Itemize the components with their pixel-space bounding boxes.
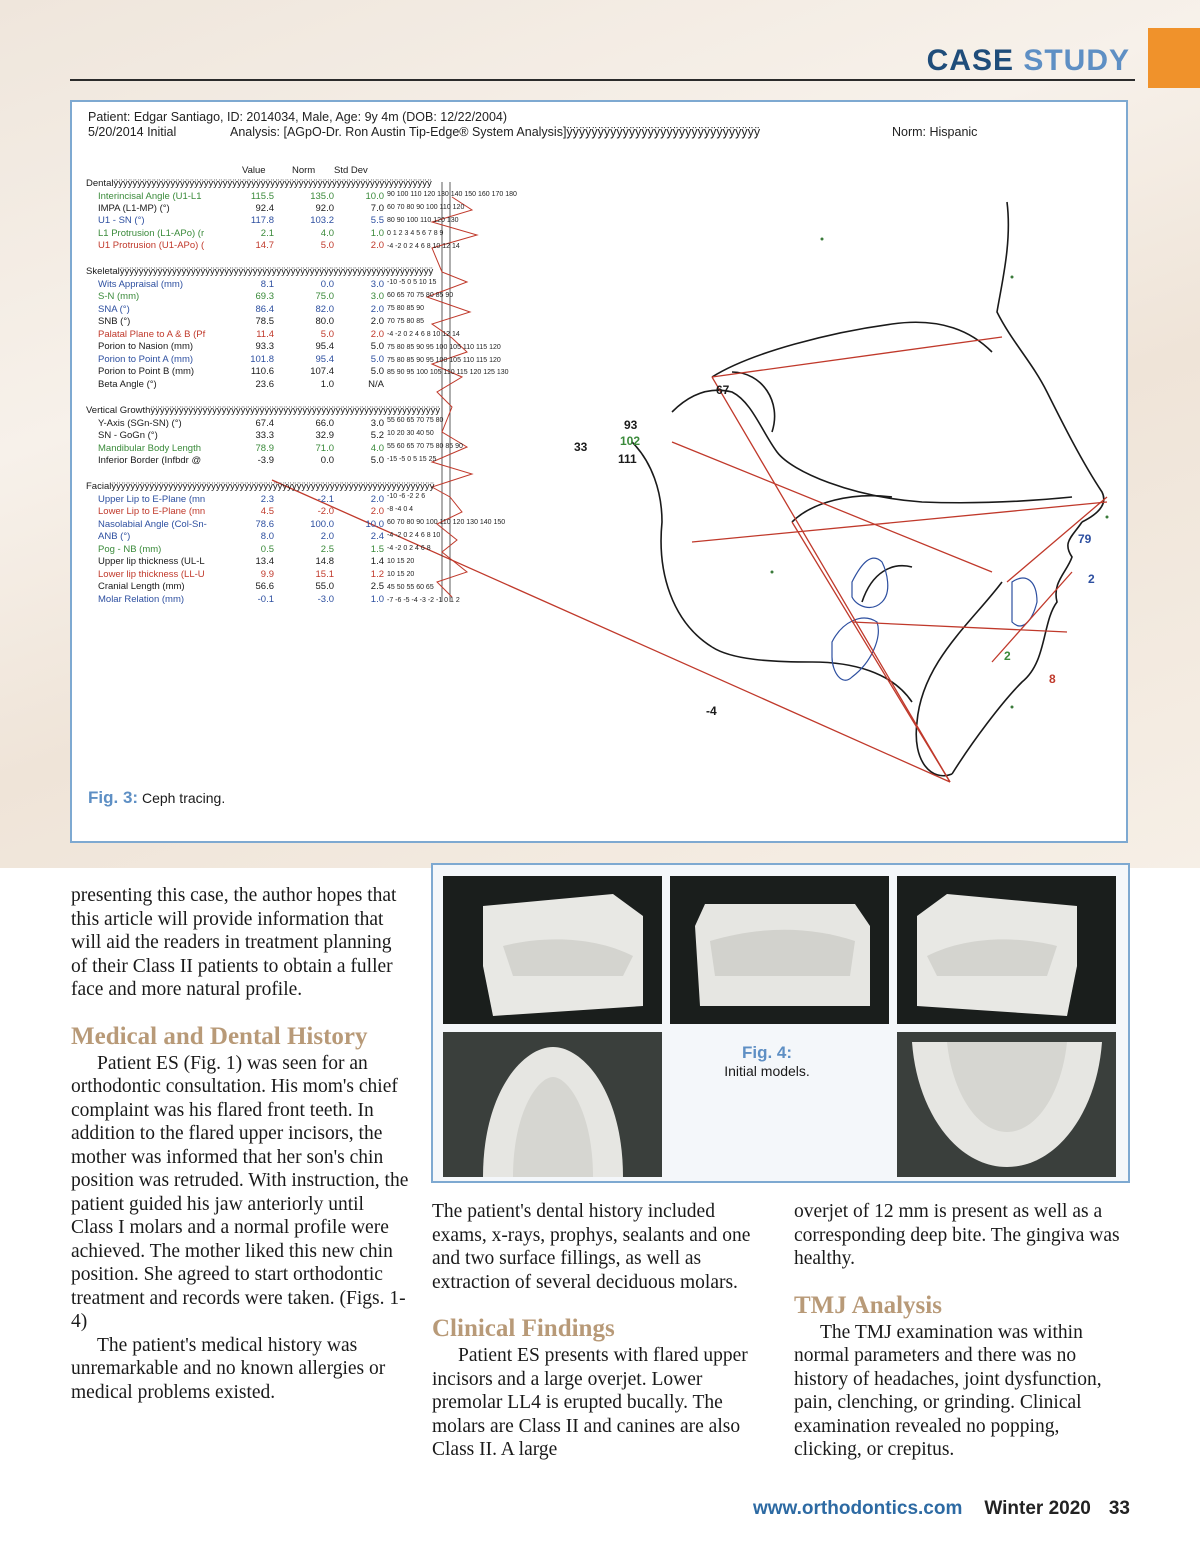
measurement-name: Upper Lip to E-Plane (mn — [98, 494, 206, 505]
measurement-norm: 15.1 — [315, 569, 334, 580]
svg-text:70 75 80 85: 70 75 80 85 — [387, 318, 424, 325]
measurement-std-dev: N/A — [368, 379, 384, 390]
text-column-3 — [794, 1200, 1130, 1462]
measurement-name: Porion to Point B (mm) — [98, 366, 195, 377]
measurement-value: 101.8 — [250, 354, 274, 365]
measurement-name: Pog - NB (mm) — [98, 544, 162, 555]
column-header-std-dev: Std Dev — [334, 165, 368, 176]
tracing-label: 93 — [624, 418, 638, 432]
paragraph: presenting this case, the author hopes that this article will provide information that will aid the readers in treatment planning of their Class II patients to obtain a fuller face and more natural profile. — [71, 885, 397, 1000]
measurement-std-dev: 10.0 — [365, 191, 384, 202]
svg-text:55 60 65 70 75 80 85 90: 55 60 65 70 75 80 85 90 — [387, 443, 463, 450]
measurement-value: 78.9 — [255, 443, 274, 454]
measurement-std-dev: 2.0 — [370, 240, 384, 251]
text-column-2 — [432, 1200, 772, 1462]
measurement-std-dev: 3.0 — [370, 418, 384, 429]
measurement-value: 117.8 — [250, 215, 274, 226]
measurement-std-dev: 3.0 — [370, 279, 384, 290]
svg-text:-10 -5 0 5 10 15: -10 -5 0 5 10 15 — [387, 279, 437, 286]
measurement-value: 56.6 — [255, 581, 274, 592]
measurement-norm: 0.0 — [320, 279, 334, 290]
page-footer — [753, 1498, 1130, 1520]
measurement-norm: 82.0 — [315, 304, 334, 315]
measurement-value: -3.9 — [257, 455, 274, 466]
model-photo-right — [443, 876, 662, 1024]
measurement-name: ANB (°) — [98, 531, 131, 542]
patient-date: 5/20/2014 Initial — [88, 125, 177, 139]
tracing-label: 67 — [716, 383, 730, 397]
heading-clinical-findings: Clinical Findings — [432, 1315, 615, 1342]
measurement-name: Y-Axis (SGn-SN) (°) — [98, 418, 182, 429]
section-title-skeletal: Skeletalÿÿÿÿÿÿÿÿÿÿÿÿÿÿÿÿÿÿÿÿÿÿÿÿÿÿÿÿÿÿÿÿÿÿÿÿÿÿÿÿÿÿÿÿÿÿÿÿÿÿÿÿÿÿÿÿÿÿÿÿÿÿÿÿÿÿ — [86, 266, 434, 277]
tracing-label: 111 — [618, 452, 637, 466]
measurement-norm: 66.0 — [315, 418, 334, 429]
measurement-norm: -3.0 — [317, 594, 334, 605]
svg-text:-4 -2 0 2 4 6 8 10 12 14: -4 -2 0 2 4 6 8 10 12 14 — [387, 243, 460, 250]
figure-4-caption: Fig. 4: Initial models. — [724, 1043, 810, 1079]
measurement-norm: 95.4 — [315, 354, 334, 365]
measurement-value: 86.4 — [255, 304, 274, 315]
measurement-std-dev: 1.2 — [370, 569, 384, 580]
measurement-value: 93.3 — [255, 341, 274, 352]
measurement-std-dev: 4.0 — [370, 443, 384, 454]
measurement-name: SNB (°) — [98, 316, 131, 327]
figure-3-ceph-tracing — [70, 100, 1128, 843]
measurement-norm: 2.0 — [320, 531, 334, 542]
measurement-std-dev: 10.0 — [365, 519, 384, 530]
paragraph: Patient ES (Fig. 1) was seen for an orthodontic consultation. His mom's chief complaint was his flared front teeth. In addition to the flared upper incisors, the mother was informed that her son's chin position was retruded. With instruction, the patient guided his jaw anteriorly until Class I molars and a normal profile were achieved. The mother liked this new chin position. She agreed to start orthodontic treatment and records were taken. (Figs. 1-4) — [71, 1052, 409, 1332]
measurement-value: 13.4 — [255, 556, 274, 567]
measurement-value: 0.5 — [260, 544, 274, 555]
svg-text:0 1 2 3 4 5 6 7 8 9: 0 1 2 3 4 5 6 7 8 9 — [387, 230, 444, 237]
measurement-name: Lower lip thickness (LL-U — [98, 569, 205, 580]
svg-text:-4 -2 0 2 4 6 8 10: -4 -2 0 2 4 6 8 10 — [387, 532, 441, 539]
measurement-value: -0.1 — [257, 594, 274, 605]
measurement-value: 67.4 — [255, 418, 274, 429]
svg-text:10 15 20: 10 15 20 — [387, 558, 415, 565]
measurement-std-dev: 5.0 — [370, 354, 384, 365]
patient-info-line: Patient: Edgar Santiago, ID: 2014034, Male, Age: 9y 4m (DOB: 12/22/2004) — [88, 110, 508, 124]
svg-text:-4 -2 0 2 4 6 8: -4 -2 0 2 4 6 8 — [387, 545, 431, 552]
measurement-std-dev: 2.0 — [370, 329, 384, 340]
svg-text:85 90 95 100 105 110 115 120 1: 85 90 95 100 105 110 115 120 125 130 — [387, 369, 509, 376]
measurement-name: Mandibular Body Length — [98, 443, 201, 454]
measurement-value: 8.0 — [260, 531, 274, 542]
measurement-value: 115.5 — [250, 191, 274, 202]
measurement-std-dev: 3.0 — [370, 291, 384, 302]
svg-text:75 80 85 90 95 100 105 110 115: 75 80 85 90 95 100 105 110 115 120 — [387, 344, 501, 351]
measurement-std-dev: 1.0 — [370, 228, 384, 239]
svg-text:60 65 70 75 80 85 90: 60 65 70 75 80 85 90 — [387, 292, 454, 299]
svg-text:-7 -6 -5 -4 -3 -2 -1 0: -7 -6 -5 -4 -3 -2 -1 0 1 2 — [387, 597, 460, 604]
measurement-name: Palatal Plane to A & B (Pf — [98, 329, 206, 340]
measurement-norm: 0.0 — [320, 455, 334, 466]
model-photo-front — [670, 876, 889, 1024]
heading-medical-dental-history: Medical and Dental History — [71, 1022, 368, 1050]
paragraph: The TMJ examination was within normal parameters and there was no history of headaches, joint dysfunction, pain, clenching, or grinding. Clinical examination revealed no popping, clicking, or crepitus. — [794, 1321, 1102, 1460]
heading-tmj-analysis: TMJ Analysis — [794, 1291, 942, 1319]
header-rule — [70, 79, 1135, 81]
svg-text:80 90 100 110 120 130: 80 90 100 110 120 130 — [387, 217, 459, 224]
measurement-name: Wits Appraisal (mm) — [98, 279, 183, 290]
measurement-std-dev: 5.0 — [370, 341, 384, 352]
measurement-std-dev: 5.0 — [370, 455, 384, 466]
measurement-std-dev: 1.4 — [370, 556, 384, 567]
measurement-value: 4.5 — [260, 506, 274, 517]
measurement-norm: 32.9 — [315, 430, 334, 441]
measurement-value: 14.7 — [255, 240, 274, 251]
measurement-norm: 107.4 — [310, 366, 334, 377]
model-photo-upper-occlusal — [443, 1032, 662, 1177]
column-header-norm: Norm — [292, 165, 316, 176]
svg-text:60 70 80 90 100 110 120 130 14: 60 70 80 90 100 110 120 130 140 150 — [387, 519, 506, 526]
measurement-std-dev: 2.4 — [370, 531, 384, 542]
footer-url[interactable]: www.orthodontics.com — [753, 1498, 963, 1519]
measurement-norm: 1.0 — [320, 379, 334, 390]
tracing-label: 2 — [1004, 649, 1011, 663]
svg-text:45 50 55 60 65: 45 50 55 60 65 — [387, 584, 434, 591]
svg-text:-10 -6 -2 2 6: -10 -6 -2 2 6 — [387, 493, 426, 500]
svg-text:55 60 65 70 75 80: 55 60 65 70 75 80 — [387, 417, 444, 424]
measurement-value: 69.3 — [255, 291, 274, 302]
measurement-std-dev: 2.0 — [370, 304, 384, 315]
measurement-norm: 5.0 — [320, 240, 334, 251]
section-title-facial: Facialÿÿÿÿÿÿÿÿÿÿÿÿÿÿÿÿÿÿÿÿÿÿÿÿÿÿÿÿÿÿÿÿÿÿÿÿÿÿÿÿÿÿÿÿÿÿÿÿÿÿÿÿÿÿÿÿÿÿÿÿÿÿÿÿÿÿÿÿ — [86, 481, 435, 492]
section-heading: CASE STUDY — [926, 44, 1130, 77]
paragraph: overjet of 12 mm is present as well as a corresponding deep bite. The gingiva was healthy. — [794, 1201, 1120, 1269]
figure-3-caption: Fig. 3: Ceph tracing. — [88, 788, 226, 807]
svg-text:75 80 85 90: 75 80 85 90 — [387, 305, 424, 312]
measurement-norm: 100.0 — [310, 519, 334, 530]
measurement-norm: 75.0 — [315, 291, 334, 302]
measurement-name: IMPA (L1-MP) (°) — [98, 203, 170, 214]
measurement-value: 110.6 — [250, 366, 274, 377]
measurement-name: S-N (mm) — [98, 291, 140, 302]
tracing-label: 33 — [574, 440, 588, 454]
svg-text:-4 -2 0 2 4 6 8 10 12 14: -4 -2 0 2 4 6 8 10 12 14 — [387, 331, 460, 338]
page-number: 33 — [1108, 1498, 1130, 1519]
measurement-value: 33.3 — [255, 430, 274, 441]
model-photo-lower-occlusal — [897, 1032, 1116, 1177]
section-tab-marker — [1148, 28, 1200, 88]
measurement-std-dev: 2.5 — [370, 581, 384, 592]
measurement-std-dev: 5.5 — [370, 215, 384, 226]
measurement-norm: -2.1 — [317, 494, 334, 505]
measurement-name: Nasolabial Angle (Col-Sn- — [98, 519, 207, 530]
svg-text:-15 -5 0 5 15 25: -15 -5 0 5 15 25 — [387, 456, 437, 463]
measurement-norm: 5.0 — [320, 329, 334, 340]
ceph-tracing-drawing — [72, 102, 1126, 841]
measurement-name: SN - GoGn (°) — [98, 430, 158, 441]
measurement-value: 23.6 — [255, 379, 274, 390]
measurement-name: SNA (°) — [98, 304, 130, 315]
measurement-name: Cranial Length (mm) — [98, 581, 185, 592]
section-title-dental: Dentalÿÿÿÿÿÿÿÿÿÿÿÿÿÿÿÿÿÿÿÿÿÿÿÿÿÿÿÿÿÿÿÿÿÿÿÿÿÿÿÿÿÿÿÿÿÿÿÿÿÿÿÿÿÿÿÿÿÿÿÿÿÿÿÿÿÿÿ — [86, 178, 432, 189]
measurement-norm: 103.2 — [310, 215, 334, 226]
model-photo-left — [897, 876, 1116, 1024]
measurement-name: Beta Angle (°) — [98, 379, 157, 390]
measurement-norm: 2.5 — [320, 544, 334, 555]
svg-text:10 15 20: 10 15 20 — [387, 571, 415, 578]
tracing-label: 79 — [1078, 532, 1092, 546]
measurement-name: Inferior Border (Infbdr @ — [98, 455, 202, 466]
measurement-norm: 80.0 — [315, 316, 334, 327]
measurement-value: 9.9 — [260, 569, 274, 580]
measurement-name: L1 Protrusion (L1-APo) (r — [98, 228, 205, 239]
footer-issue: Winter 2020 — [984, 1498, 1091, 1519]
measurement-value: 2.3 — [260, 494, 274, 505]
measurement-name: Interincisal Angle (U1-L1 — [98, 191, 202, 202]
measurement-name: U1 Protrusion (U1-APo) ( — [98, 240, 205, 251]
measurement-std-dev: 2.0 — [370, 506, 384, 517]
paragraph: Patient ES presents with flared upper incisors and a large overjet. Lower premolar LL4 is erupted bucally. The molars are Class II and canines are also Class II. A large — [432, 1345, 748, 1460]
paragraph: The patient's dental history included exams, x-rays, prophys, sealants and one and two surface fillings, as well as extraction of several deciduous molars. — [432, 1201, 751, 1293]
tracing-label: 102 — [620, 434, 641, 448]
measurement-norm: 95.4 — [315, 341, 334, 352]
measurement-name: Porion to Point A (mm) — [98, 354, 194, 365]
measurement-value: 92.4 — [255, 203, 274, 214]
svg-text:-8 -4 0 4: -8 -4 0 4 — [387, 506, 414, 513]
measurement-name: Lower Lip to E-Plane (mn — [98, 506, 206, 517]
analysis-name: Analysis: [AGpO-Dr. Ron Austin Tip-Edge® System Analysis]ÿÿÿÿÿÿÿÿÿÿÿÿÿÿÿÿÿÿÿÿÿÿÿÿÿÿÿÿÿÿÿ — [230, 125, 761, 139]
measurement-name: U1 - SN (°) — [98, 215, 145, 226]
measurement-std-dev: 2.0 — [370, 494, 384, 505]
measurement-std-dev: 5.2 — [370, 430, 384, 441]
section-title-vertical-growth: Vertical Growthÿÿÿÿÿÿÿÿÿÿÿÿÿÿÿÿÿÿÿÿÿÿÿÿÿÿÿÿÿÿÿÿÿÿÿÿÿÿÿÿÿÿÿÿÿÿÿÿÿÿÿÿÿÿÿÿÿÿÿÿÿ — [86, 405, 441, 416]
measurement-norm: 71.0 — [315, 443, 334, 454]
svg-text:60 70 80 90 100 110 120: 60 70 80 90 100 110 120 — [387, 204, 465, 211]
measurement-norm: -2.0 — [317, 506, 334, 517]
measurement-std-dev: 2.0 — [370, 316, 384, 327]
measurement-value: 78.6 — [255, 519, 274, 530]
svg-text:90 100 110 120 130 140 150 160: 90 100 110 120 130 140 150 160 170 180 — [387, 191, 517, 198]
column-header-value: Value — [242, 165, 266, 176]
measurement-name: Molar Relation (mm) — [98, 594, 185, 605]
svg-text:10 20 30 40 50: 10 20 30 40 50 — [387, 430, 434, 437]
tracing-label: 8 — [1049, 672, 1056, 686]
svg-text:75 80 85 90 95 100 105 110 115: 75 80 85 90 95 100 105 110 115 120 — [387, 357, 501, 364]
measurement-norm: 92.0 — [315, 203, 334, 214]
measurement-value: 78.5 — [255, 316, 274, 327]
measurement-std-dev: 7.0 — [370, 203, 384, 214]
measurement-std-dev: 5.0 — [370, 366, 384, 377]
measurement-value: 8.1 — [260, 279, 274, 290]
norm-label: Norm: Hispanic — [892, 125, 978, 139]
measurement-norm: 14.8 — [315, 556, 334, 567]
measurement-name: Upper lip thickness (UL-L — [98, 556, 205, 567]
measurement-value: 2.1 — [260, 228, 274, 239]
tracing-label: 2 — [1088, 572, 1095, 586]
paragraph: The patient's medical history was unremarkable and no known allergies or medical problems existed. — [71, 1334, 386, 1403]
measurement-std-dev: 1.5 — [370, 544, 384, 555]
measurement-value: 11.4 — [256, 329, 274, 340]
measurement-name: Porion to Nasion (mm) — [98, 341, 194, 352]
measurement-norm: 4.0 — [320, 228, 334, 239]
tracing-label: -4 — [706, 704, 717, 718]
text-column-1 — [71, 884, 411, 1404]
measurement-norm: 55.0 — [315, 581, 334, 592]
figure-4-initial-models — [431, 863, 1130, 1183]
measurement-std-dev: 1.0 — [370, 594, 384, 605]
measurement-norm: 135.0 — [310, 191, 334, 202]
